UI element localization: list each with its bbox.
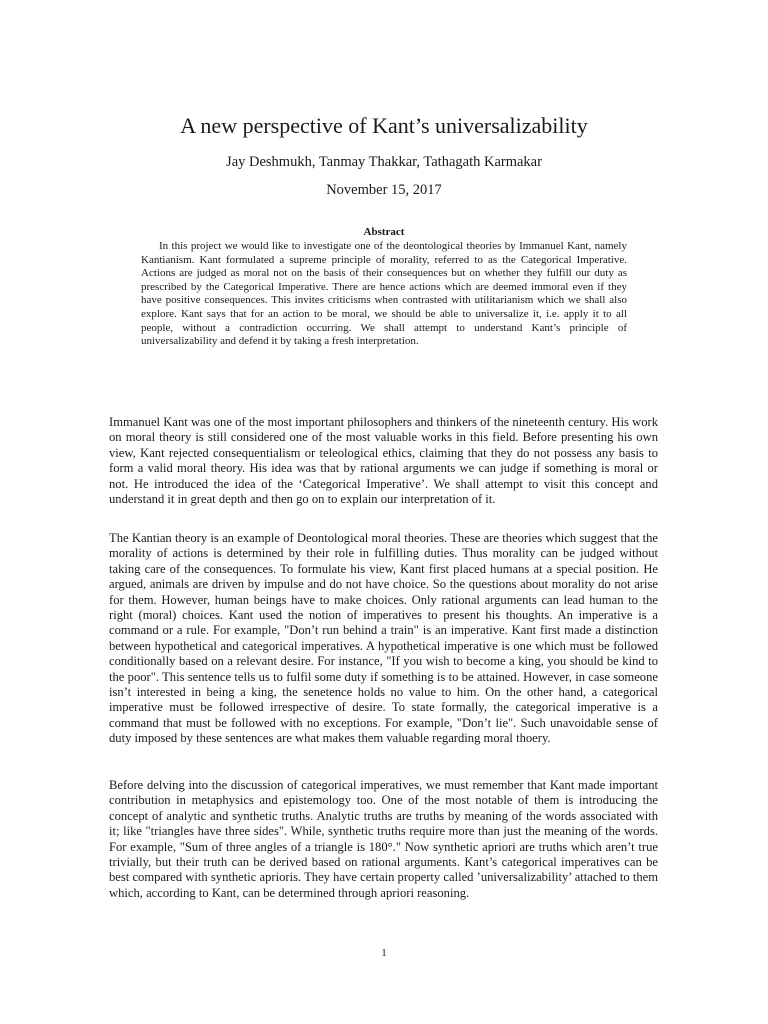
page-number: 1: [381, 947, 387, 959]
paper-date: November 15, 2017: [326, 182, 442, 198]
body-paragraph-2: The Kantian theory is an example of Deontological moral theories. These are theories which suggest that the morality of actions is determined by their role in fulfilling duties. Thus morality can be judged without taking care of the consequences. To formulate his view, Kant first placed humans at a special position. He argued, animals are driven by impulse and do not have choice. So the questions about morality do not arise for them. However, human beings have to make choices. Only rational arguments can lead human to the right (moral) choices. Kant used the notion of imperatives to present his thoughts. An imperative is a command or a rule. For example, "Don’t run behind a train" is an imperative. Kant first made a distinction between hypothetical and categorical imperatives. A hypothetical imperative is one which must be followed conditionally based on a relevant desire. For instance, "If you wish to become a king, you should be kind to the poor". This sentence tells us to fulfil some duty if something is to be attained. However, in case someone isn’t interested in being a king, the senetence holds no value to him. On the other hand, a categorical imperative must be followed irrespective of desire. To state formally, the categorical imperative is a command that must be followed with no exceptions. For example, "Don’t lie". Such unavoidable sense of duty imposed by these sentences are what makes them valuable regarding moral thoery.: [109, 531, 658, 746]
abstract-text: In this project we would like to investigate one of the deontological theories by Immanuel Kant, namely Kantianism. Kant formulated a supreme principle of morality, referred to as the Categorical Imperative. Actions are judged as moral not on the basis of their consequences but on whether they fulfill our duty as prescribed by the Categorical Imperative. There are hence actions which are deemed immoral even if they have positive consequences. This invites criticisms when contrasted with utilitarianism which we shall also explore. Kant says that for an action to be moral, we should be able to universalize it, i.e. apply it to all people, without a contradiction occurring. We shall attempt to understand Kant’s principle of universalizability and defend it by taking a fresh interpretation.: [141, 240, 627, 348]
paper-authors: Jay Deshmukh, Tanmay Thakkar, Tathagath Karmakar: [226, 154, 542, 170]
paper-title: A new perspective of Kant’s universalizability: [180, 113, 588, 138]
abstract-heading: Abstract: [363, 226, 405, 238]
body-paragraph-3: Before delving into the discussion of categorical imperatives, we must remember that Kant made important contribution in metaphysics and epistemology too. One of the most notable of them is introducing the concept of analytic and synthetic truths. Analytic truths are truths by meaning of the words associated with it; like "triangles have three sides". While, synthetic truths require more than just the meaning of the words. For example, "Sum of three angles of a triangle is 180°." Now synthetic apriori are truths which aren’t true trivially, but their truth can be derived based on rational arguments. Kant’s categorical imperatives can be best compared with synthetic aprioris. They have certain property called ’universalizability’ attached to them which, according to Kant, can be determined through apriori reasoning.: [109, 778, 658, 900]
body-paragraph-1: Immanuel Kant was one of the most important philosophers and thinkers of the nineteenth century. His work on moral theory is still considered one of the most valuable works in this field. Before presenting his own view, Kant rejected consequentialism or teleological ethics, claiming that they do not possess any basis to form a valid moral theory. His idea was that by rational arguments we can judge if something is moral or not. He introduced the idea of the ‘Categorical Imperative’. We shall attempt to visit this concept and understand it in great depth and then go on to explain our interpretation of it.: [109, 415, 658, 507]
